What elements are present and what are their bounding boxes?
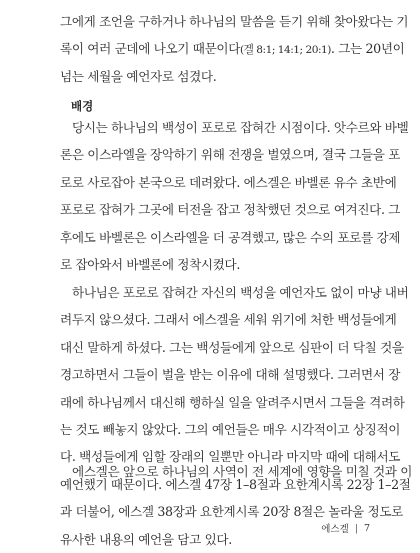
intro-line-3: 넘는 세월을 예언자로 섬겼다.: [60, 68, 217, 84]
intro-line-2: [60, 35, 405, 62]
paragraph1-line: 후에도 바벨론은 이스라엘을 더 공격했고, 많은 수의 포로를 강제: [60, 229, 401, 245]
paragraph2-line: 유사한 내용의 예언을 담고 있다.: [60, 531, 232, 547]
paragraph2-line: 다. 백성들에게 임할 장래의 일뿐만 아니라 마지막 때에 대해서도: [60, 449, 401, 465]
intro-line-2-text: 록이 여러 군데에 나오기 때문이다: [60, 41, 241, 57]
page-footer: [321, 521, 370, 535]
intro-paragraph: [60, 8, 409, 90]
paragraph1-line: 론은 이스라엘을 장악하기 위해 전쟁을 벌였으며, 결국 그들을 포: [60, 147, 401, 163]
paragraph3-line: 에스겔은 앞으로 하나님의 사역이 전 세계에 영향을 미칠 것과 이: [72, 464, 413, 479]
paragraph2-line: 래에 하나님께서 대신해 행하실 일을 알려주시면서 그들을 격려하: [60, 394, 405, 410]
paragraph-background: [60, 114, 409, 278]
paragraph2-line: 경고하면서 그들이 벌을 받는 이유에 대해 설명했다. 그러면서 장: [60, 367, 401, 383]
paragraph1-line: 포로로 잡혀가 그곳에 터전을 잡고 정착했던 것으로 여겨진다. 그: [60, 202, 401, 218]
page-number: 7: [363, 522, 370, 534]
intro-line-2-tail: . 그는 20년이: [330, 41, 405, 57]
paragraph-prophecy: [60, 279, 413, 553]
paragraph2-line: 대신 말하게 하셨다. 그는 백성들에게 앞으로 심판이 더 닥칠 것을: [60, 339, 404, 355]
paragraph1-line: 로로 사로잡아 본국으로 데려왔다. 에스겔은 바벨론 유수 초반에: [60, 174, 397, 190]
scripture-reference: (겔 8:1; 14:1; 20:1): [240, 44, 331, 57]
section-heading: 배경: [71, 99, 94, 113]
intro-line-1: 그에게 조언을 구하거나 하나님의 말씀을 듣기 위해 찾아왔다는 기: [60, 14, 409, 29]
paragraph1-line: 당시는 하나님의 백성이 포로로 잡혀간 시점이다. 앗수르와 바벨: [72, 120, 409, 135]
paragraph2-line: 려두지 않으셨다. 그래서 에스겔을 세워 위기에 처한 백성들에게: [60, 312, 397, 328]
paragraph1-line: 로 잡아와서 바벨론에 정착시켰다.: [60, 256, 241, 272]
paragraph2-line: 하나님은 포로로 잡혀간 자신의 백성을 예언자도 없이 마냥 내버: [72, 285, 409, 300]
running-title: 에스겔: [321, 524, 349, 535]
paragraph2-line: 예언했기 때문이다. 에스겔 47장 1–8절과 요한계시록 22장 1–2절: [60, 476, 411, 492]
paragraph2-line: 는 것도 빼놓지 않았다. 그의 예언들은 매우 시각적이고 상징적이: [60, 421, 401, 437]
footer-separator: |: [354, 522, 358, 534]
paragraph2-line: 과 더불어, 에스겔 38장과 요한계시록 20장 8절은 놀라울 정도로: [60, 504, 403, 520]
